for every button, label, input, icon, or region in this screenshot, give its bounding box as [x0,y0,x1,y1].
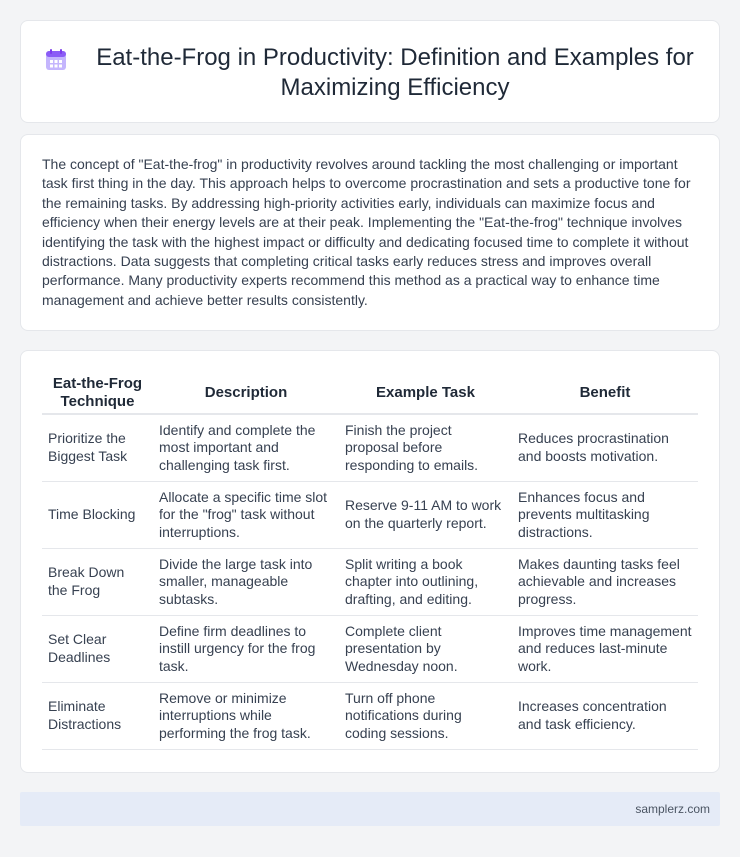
cell-technique: Break Down the Frog [42,549,153,616]
table-row [42,683,698,750]
cell-example: Complete client presentation by Wednesday noon. [339,616,512,683]
cell-technique: Prioritize the Biggest Task [42,415,153,482]
cell-description: Divide the large task into smaller, manageable subtasks. [153,549,339,616]
cell-benefit: Improves time management and reduces last-minute work. [512,616,698,683]
page-title: Eat-the-Frog in Productivity: Definition and Examples for Maximizing Efficiency [96,44,694,101]
cell-example: Split writing a book chapter into outlining, drafting, and editing. [339,549,512,616]
table-row [42,549,698,616]
header-benefit: Benefit [512,372,698,415]
cell-technique: Time Blocking [42,482,153,549]
cell-technique: Set Clear Deadlines [42,616,153,683]
intro-card [20,134,720,331]
table-header-row [42,372,698,415]
cell-description: Remove or minimize interruptions while performing the frog task. [153,683,339,750]
cell-example: Finish the project proposal before responding to emails. [339,415,512,482]
table-row [42,616,698,683]
cell-benefit: Reduces procrastination and boosts motivation. [512,415,698,482]
footer-site-link[interactable]: samplerz.com [635,802,710,816]
title-card [20,20,720,123]
footer [20,792,720,826]
cell-example: Reserve 9-11 AM to work on the quarterly report. [339,482,512,549]
techniques-table [42,372,698,750]
header-example: Example Task [339,372,512,415]
intro-paragraph: The concept of "Eat-the-frog" in productivity revolves around tackling the most challenging or important task first thing in the day. This approach helps to overcome procrastination and sets a productive tone for the remaining tasks. By addressing high-priority activities early, individuals can maximize focus and efficiency when their energy levels are at their peak. Implementing the "Eat-the-frog" technique involves identifying the task with the highest impact or difficulty and dedicating focused time to complete it without distractions. Data suggests that completing critical tasks early reduces stress and improves overall performance. Many productivity experts recommend this method as a practical way to enhance time management and achieve better results consistently. [42,156,691,308]
cell-description: Define firm deadlines to instill urgency for the frog task. [153,616,339,683]
cell-technique: Eliminate Distractions [42,683,153,750]
table-card [20,350,720,773]
cell-benefit: Makes daunting tasks feel achievable and increases progress. [512,549,698,616]
cell-description: Allocate a specific time slot for the "frog" task without interruptions. [153,482,339,549]
header-description: Description [153,372,339,415]
header-technique: Eat-the-Frog Technique [42,372,153,415]
cell-benefit: Enhances focus and prevents multitasking distractions. [512,482,698,549]
table-row [42,482,698,549]
cell-benefit: Increases concentration and task efficiency. [512,683,698,750]
cell-description: Identify and complete the most important and challenging task first. [153,415,339,482]
table-row [42,415,698,482]
cell-example: Turn off phone notifications during coding sessions. [339,683,512,750]
